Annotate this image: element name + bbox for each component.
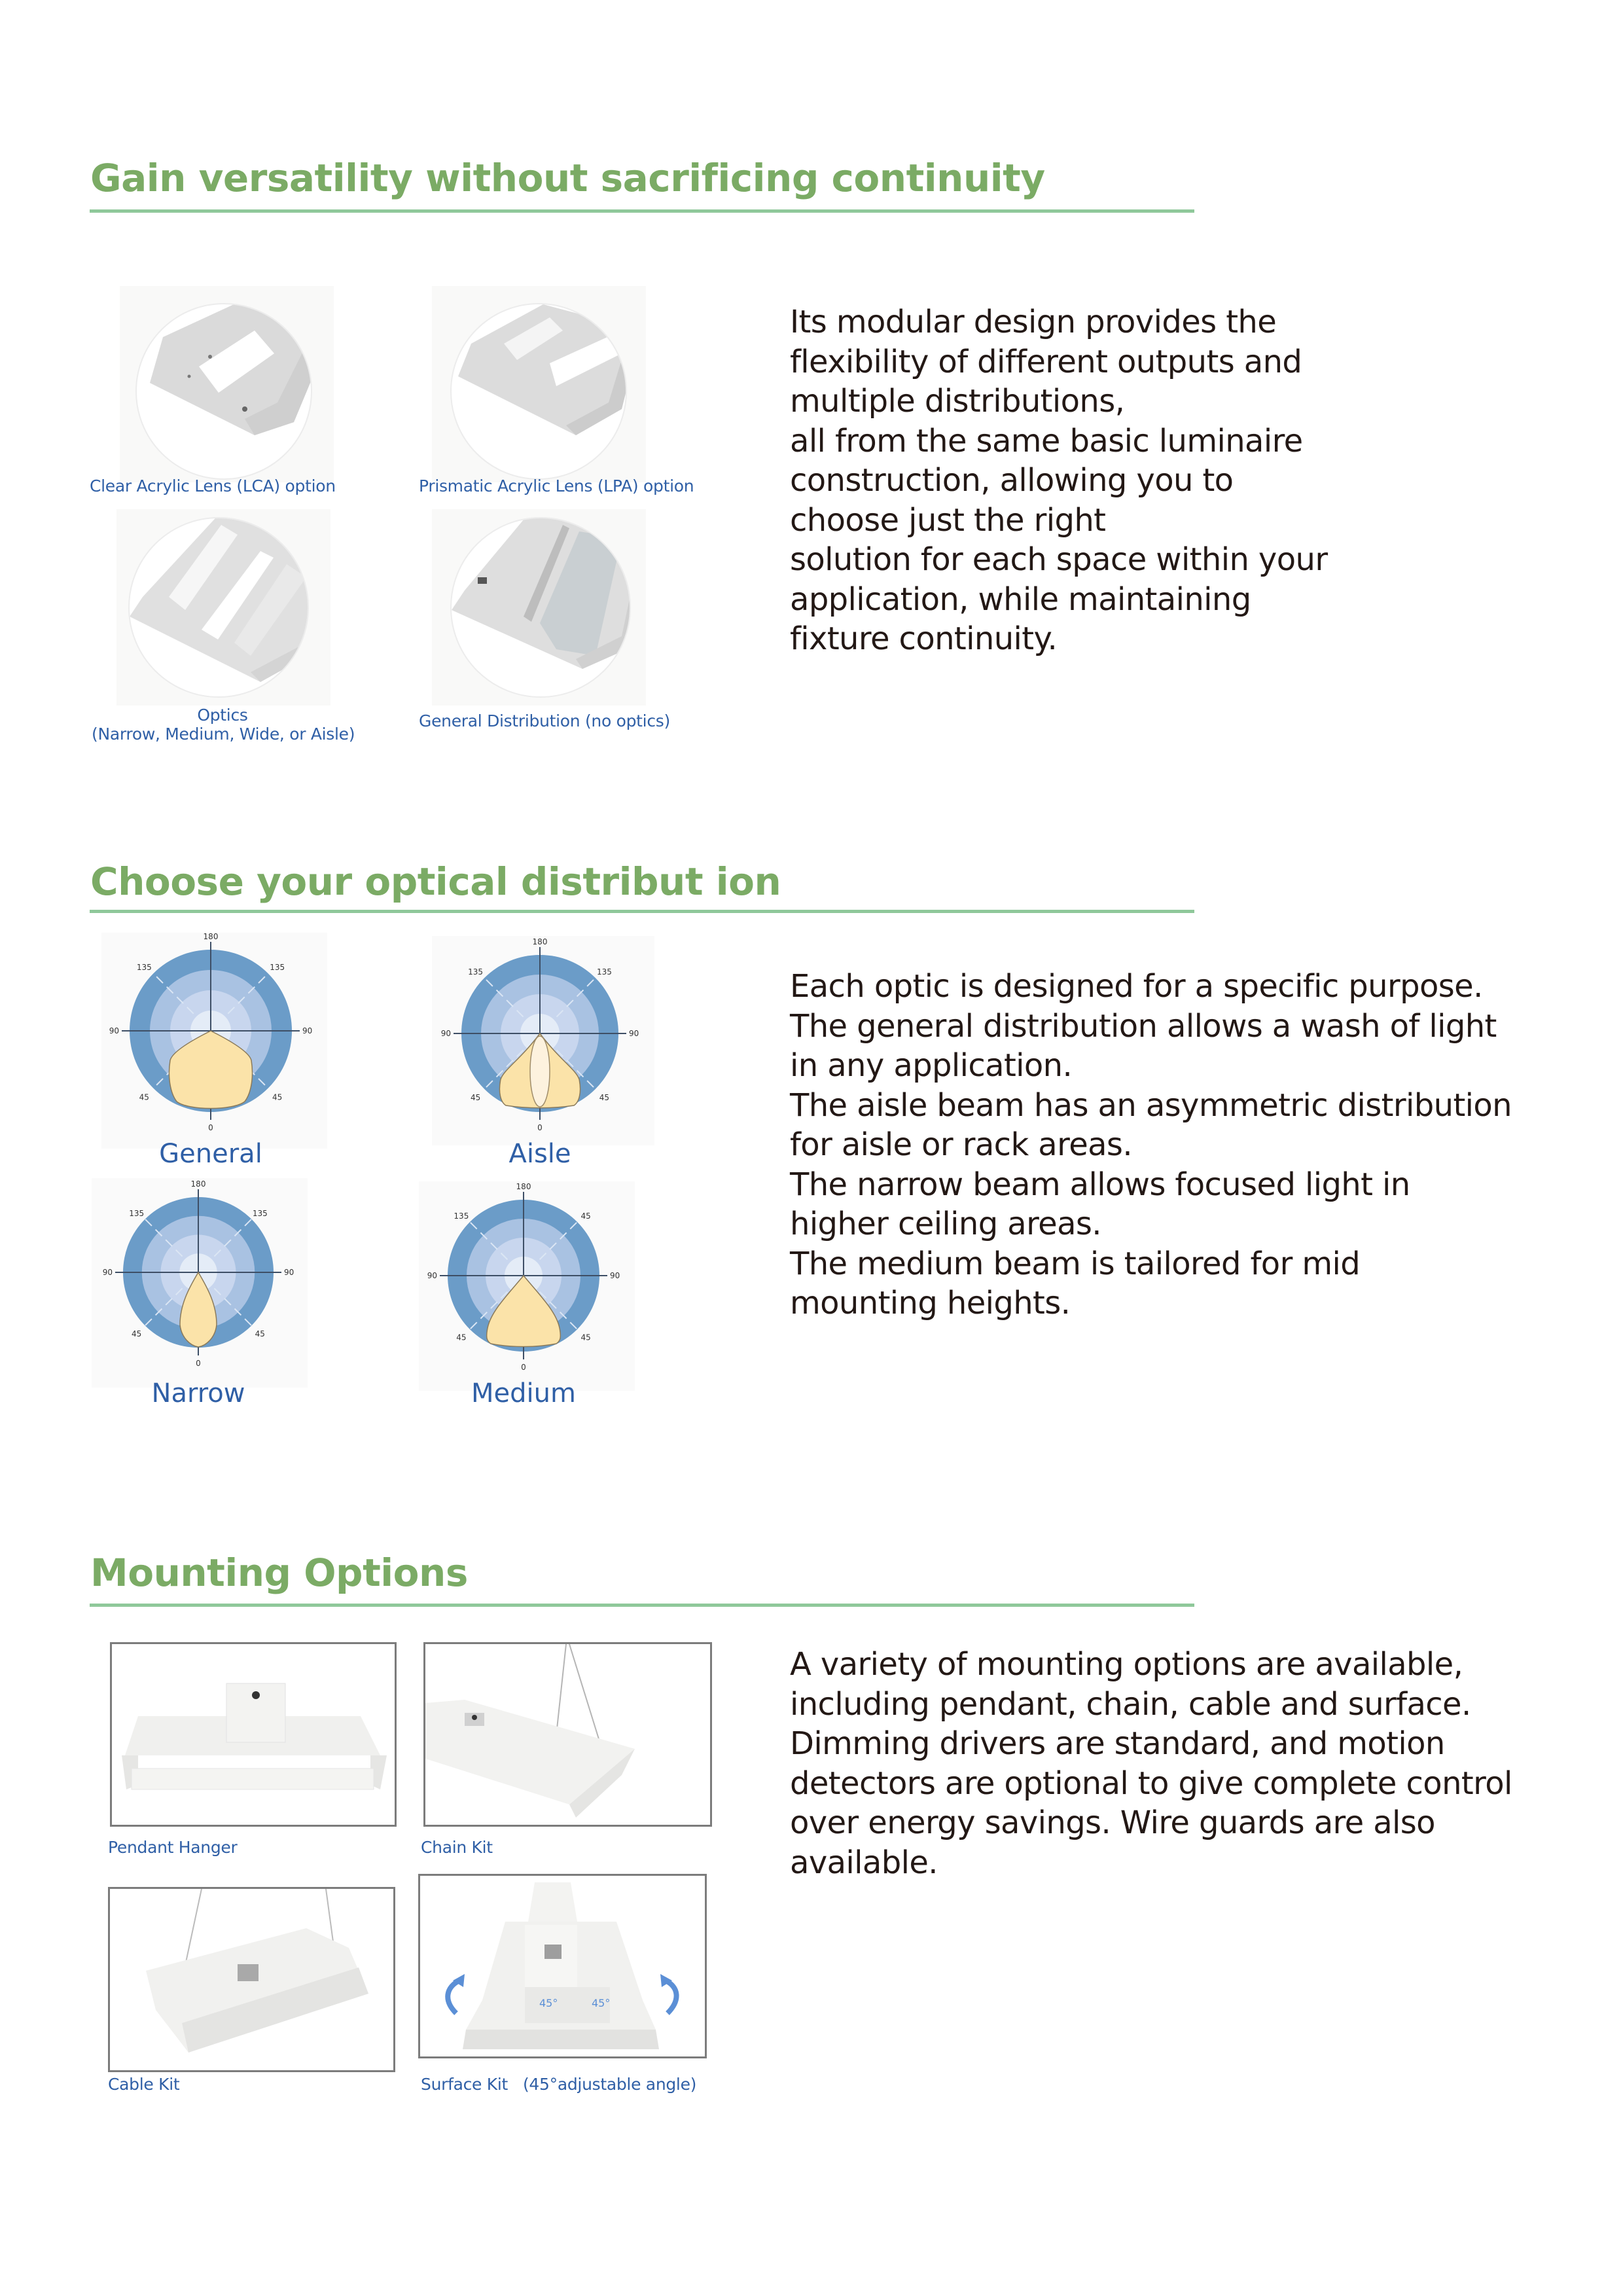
caption-clear-lens: Clear Acrylic Lens (LCA) option <box>90 476 336 495</box>
polar-tick-label: 45 <box>580 1333 591 1342</box>
polar-tick-label: 0 <box>537 1123 543 1132</box>
polar-tick-label: 180 <box>532 937 548 946</box>
versatility-paragraph: Its modular design provides the flexibility of different outputs and multiple distributions, all from the same basic luminaire construction, allowing you to choose just the right solution for each space within your application, while maintaining fixture continuity. <box>790 304 1328 657</box>
polar-tick-label: 135 <box>270 963 285 972</box>
polar-tick-label: 180 <box>190 1179 206 1189</box>
polar-tick-label: 45 <box>132 1329 142 1338</box>
polar-tick-label: 0 <box>521 1363 526 1372</box>
polar-tick-label: 0 <box>196 1359 201 1368</box>
polar-tick-label: 45 <box>599 1093 610 1102</box>
caption-general-distribution: General Distribution (no optics) <box>419 711 670 730</box>
optic-label-medium: Medium <box>471 1378 576 1408</box>
optic-label-narrow: Narrow <box>151 1378 245 1408</box>
polar-tick-label: 135 <box>136 963 152 972</box>
polar-tick-label: 135 <box>252 1208 268 1218</box>
polar-tick-label: 90 <box>427 1271 437 1280</box>
polar-tick-label: 180 <box>516 1182 531 1191</box>
polar-tick-label: 90 <box>610 1271 620 1280</box>
polar-tick-label: 45 <box>272 1092 283 1102</box>
caption-chain-kit: Chain Kit <box>421 1838 493 1857</box>
caption-cable-kit: Cable Kit <box>108 2075 180 2094</box>
polar-tick-label: 90 <box>302 1026 313 1035</box>
polar-tick-label: 45 <box>456 1333 467 1342</box>
polar-tick-label: 45 <box>580 1211 591 1221</box>
chain-kit-image <box>423 1642 712 1827</box>
caption-surface-kit: Surface Kit (45°adjustable angle) <box>421 2075 697 2094</box>
section-title-optical: Choose your optical distribut ion <box>90 859 781 904</box>
polar-tick-label: 90 <box>629 1029 639 1038</box>
polar-tick-label: 90 <box>109 1026 119 1035</box>
caption-optics-variants: (Narrow, Medium, Wide, or Aisle) <box>92 725 355 744</box>
surface-angle-left: 45° <box>539 1997 558 2009</box>
polar-tick-label: 135 <box>468 967 484 977</box>
surface-angle-right: 45° <box>592 1997 611 2009</box>
cable-kit-image <box>108 1887 395 2072</box>
caption-pendant-hanger: Pendant Hanger <box>108 1838 238 1857</box>
polar-tick-label: 45 <box>255 1329 265 1338</box>
polar-tick-label: 180 <box>203 932 219 941</box>
optical-paragraph: Each optic is designed for a specific purpose. The general distribution allows a wash of light in any application. The aisle beam has an asymmetric distribution for aisle or rack areas. The narrow beam allows focused light in higher ceiling areas. The medium beam is tailored for mid mounting heights. <box>790 968 1512 1321</box>
optic-label-aisle: Aisle <box>508 1139 571 1169</box>
polar-tick-label: 45 <box>139 1092 149 1102</box>
pendant-hanger-image <box>110 1642 397 1827</box>
optic-label-general: General <box>159 1139 262 1169</box>
section-title-mounting: Mounting Options <box>90 1551 468 1595</box>
polar-diagrams <box>0 0 753 1440</box>
polar-tick-label: 90 <box>102 1268 113 1277</box>
polar-tick-label: 135 <box>454 1211 469 1221</box>
polar-tick-label: 135 <box>596 967 612 977</box>
caption-optics: Optics <box>197 706 248 725</box>
surface-kit-image <box>418 1874 707 2058</box>
polar-tick-label: 135 <box>129 1208 145 1218</box>
polar-tick-label: 45 <box>470 1093 481 1102</box>
beam-pattern-aisle-inner <box>530 1036 550 1107</box>
polar-tick-label: 90 <box>284 1268 294 1277</box>
polar-tick-label: 90 <box>440 1029 451 1038</box>
section-divider <box>90 1604 1194 1607</box>
mounting-paragraph: A variety of mounting options are available, including pendant, chain, cable and surface. Dimming drivers are standard, and motion detectors are optional to give complete control over energy savings. Wire guards are also available. <box>790 1646 1512 1881</box>
polar-tick-label: 0 <box>208 1123 213 1132</box>
caption-prismatic-lens: Prismatic Acrylic Lens (LPA) option <box>419 476 694 495</box>
section-title-versatility: Gain versatility without sacrificing continuity <box>90 156 1045 200</box>
